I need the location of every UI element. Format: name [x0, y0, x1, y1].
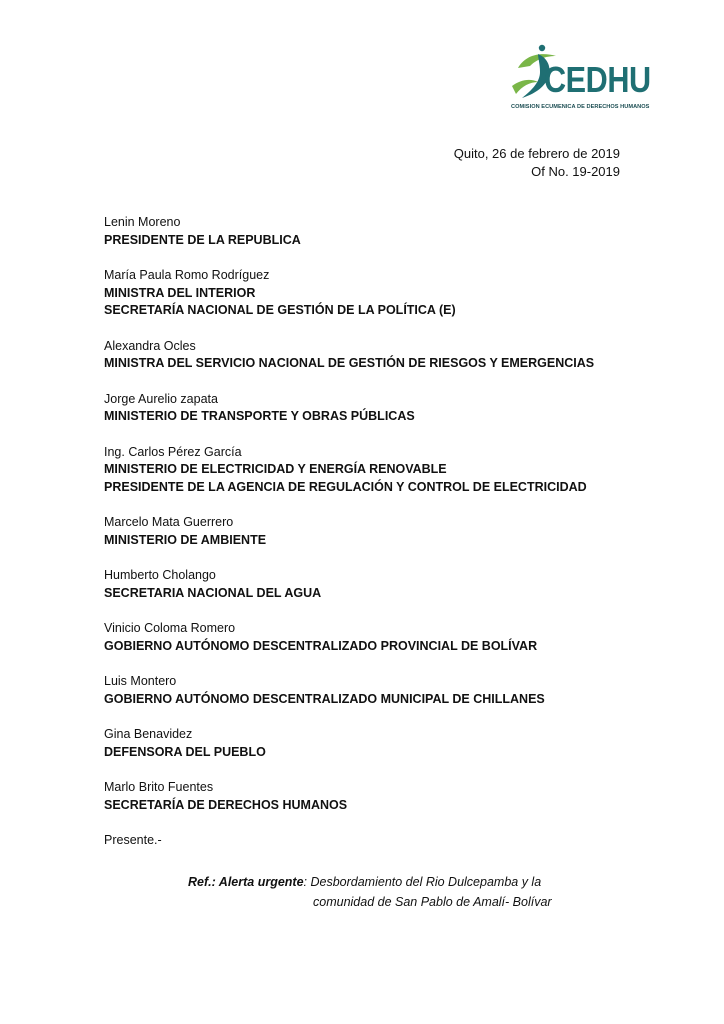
reference-label: Ref.: Alerta urgente — [188, 875, 304, 889]
cedhu-logo — [508, 42, 658, 116]
logo-subtitle: COMISION ECUMENICA DE DERECHOS HUMANOS — [511, 104, 650, 110]
reference-block — [188, 872, 588, 912]
recipient-name: Gina Benavidez — [104, 727, 193, 741]
recipient-title: MINISTRA DEL SERVICIO NACIONAL DE GESTIÓN DE RIESGOS Y EMERGENCIAS — [104, 356, 595, 370]
recipient-name: María Paula Romo Rodríguez — [104, 268, 270, 282]
recipient-name: Marcelo Mata Guerrero — [104, 515, 234, 529]
recipient-name: Lenin Moreno — [104, 215, 181, 229]
recipient-title: SECRETARÍA NACIONAL DE GESTIÓN DE LA POLÍTICA (E) — [104, 303, 456, 317]
recipient — [104, 444, 664, 497]
recipient-list — [104, 214, 664, 849]
recipient-name: Humberto Cholango — [104, 568, 216, 582]
recipient — [104, 514, 664, 549]
recipient-title: MINISTRA DEL INTERIOR — [104, 285, 256, 300]
recipient — [104, 267, 664, 320]
recipient-name: Vinicio Coloma Romero — [104, 621, 236, 635]
recipient-name: Jorge Aurelio zapata — [104, 391, 218, 406]
recipient — [104, 338, 664, 373]
recipient — [104, 620, 664, 655]
office-number: Of No. 19-2019 — [531, 164, 620, 179]
recipient-title: MINISTERIO DE AMBIENTE — [104, 532, 267, 547]
recipient-title: GOBIERNO AUTÓNOMO DESCENTRALIZADO PROVINCIAL DE BOLÍVAR — [104, 638, 538, 653]
recipient — [104, 567, 664, 602]
reference-line-1: : Desbordamiento del Rio Dulcepamba y la — [303, 875, 542, 889]
recipient — [104, 391, 664, 426]
date-block — [454, 145, 620, 181]
recipient-title: MINISTERIO DE TRANSPORTE Y OBRAS PÚBLICAS — [104, 409, 415, 423]
recipient — [104, 673, 664, 708]
recipient — [104, 726, 664, 761]
recipient-title: SECRETARIA NACIONAL DEL AGUA — [104, 585, 322, 600]
recipient-title: SECRETARÍA DE DERECHOS HUMANOS — [104, 797, 348, 812]
logo-wordmark: CEDHU — [544, 59, 651, 100]
recipient-title: GOBIERNO AUTÓNOMO DESCENTRALIZADO MUNICIPAL DE CHILLANES — [104, 691, 545, 706]
recipient-title: PRESIDENTE DE LA AGENCIA DE REGULACIÓN Y CONTROL DE ELECTRICIDAD — [104, 479, 587, 494]
recipient-title: PRESIDENTE DE LA REPUBLICA — [104, 232, 301, 247]
recipient-name: Luis Montero — [104, 674, 177, 688]
recipient — [104, 214, 664, 249]
date-line: Quito, 26 de febrero de 2019 — [453, 146, 620, 161]
recipient-name: Ing. Carlos Pérez García — [104, 444, 242, 459]
salutation-presente: Presente.- — [104, 833, 162, 847]
recipient-title: DEFENSORA DEL PUEBLO — [104, 744, 266, 759]
recipient — [104, 779, 664, 814]
recipient-name: Alexandra Ocles — [104, 338, 196, 353]
recipient-title: MINISTERIO DE ELECTRICIDAD Y ENERGÍA RENOVABLE — [104, 462, 447, 476]
recipient-name: Marlo Brito Fuentes — [104, 780, 214, 794]
reference-line-2: comunidad de San Pablo de Amalí- Bolívar — [313, 895, 552, 909]
